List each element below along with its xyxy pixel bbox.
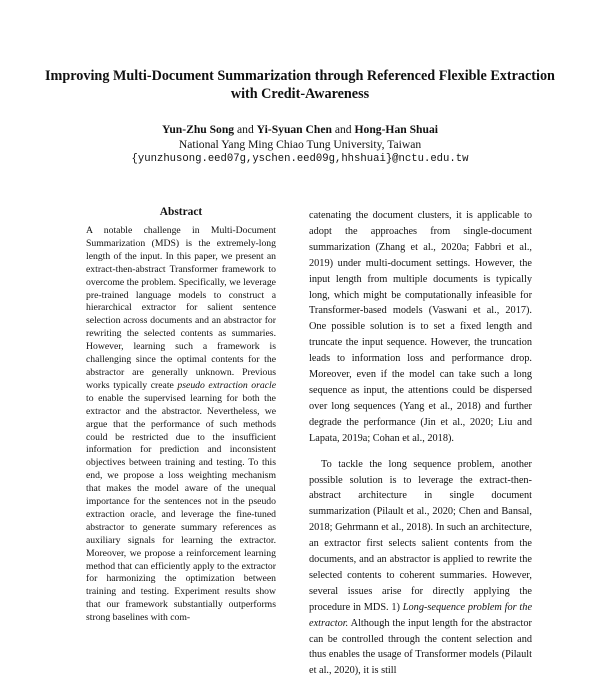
abstract-heading: Abstract	[159, 206, 203, 218]
body-emphasis: Long-sequence problem for the extractor.	[309, 601, 533, 629]
author-name: Yun-Zhu Song	[162, 123, 235, 136]
abstract-text-part: A notable challenge in Multi-Document Summarization (MDS) is the extremely-long length of the input. In this paper, we present an extract-then-abstract Transformer framework to overcome the problem. Specifically, we leverage pre-trained language models to construct a hierarchical extractor for salient sentence selection across documents and an abstractor for rewriting the selected contents as summaries. However, learning such a framework is challenging since the optimal contents for the abstractor are generally unknown. Previous works typically create	[86, 225, 276, 391]
abstract-text	[86, 225, 276, 625]
abstract-emphasis: pseudo extraction oracle	[177, 379, 277, 391]
author-separator: and	[237, 123, 254, 136]
body-text-part: To tackle the long sequence problem, another possible solution is to leverage the extract-then-abstract architecture in single document summarization (Pilault et al., 2020; Chen and Bansal, 2018; Gehrmann et al., 2018). In such an architecture, an extractor first selects salient contents from the documents, and an abstractor is applied to rewrite the selected contents to coherent summaries. However, several issues arise for directly applying the procedure in MDS. 1)	[309, 458, 532, 613]
paper-title: Improving Multi-Document Summarization through Referenced Flexible Extraction with Credit-Awareness	[45, 68, 555, 102]
affiliation: National Yang Ming Chiao Tung University, Taiwan	[178, 138, 422, 151]
body-column	[309, 208, 532, 679]
author-separator: and	[334, 123, 352, 136]
author-list	[40, 122, 560, 137]
body-paragraph	[309, 457, 532, 679]
abstract-text-part: to enable the supervised learning for both the extractor and the abstractor. Nevertheless, we argue that the performance of such methods could be restricted due to the insufficient information for prediction and inconsistent objectives between training and testing. To this end, we propose a loss weighting mechanism that makes the model aware of the unequal importance for the sentences not in the pseudo extraction oracle, and leverage the fine-tuned abstractor to generate summary references as auxiliary signals for learning the extractor. Moreover, we propose a reinforcement learning method that can efficiently apply to the extractor for harmonizing the optimization between training and testing. Experiment results show that our framework substantially outperforms strong baselines with com-	[86, 392, 276, 624]
body-paragraph: catenating the document clusters, it is applicable to adopt the approaches from single-document summarization (Zhang et al., 2020a; Fabbri et al., 2019) under multi-document settings. However, the input length from multiple documents is typically long, which might be computationally infeasible for Transformer-based models (Vaswani et al., 2017). One possible solution is to set a fixed length and truncate the input sequence. However, the truncation leads to information loss and performance drop. Moreover, even if the model can take such a long sequence as input, the attentions could be dispersed over long sequences (Yang et al., 2018) and further degrade the performance (Jin et al., 2020; Liu and Lapata, 2019a; Cohan et al., 2018).	[309, 210, 532, 444]
author-emails: {yunzhusong.eed07g,yschen.eed09g,hhshuai}@nctu.edu.tw	[131, 153, 469, 165]
body-text-part: Although the input length for the abstractor can be controlled through the content selection and thus enables the usage of Transformer models (Pilault et al., 2020), it is still	[309, 617, 532, 677]
author-name: Yi-Syuan Chen	[256, 123, 332, 136]
author-name: Hong-Han Shuai	[354, 123, 438, 136]
